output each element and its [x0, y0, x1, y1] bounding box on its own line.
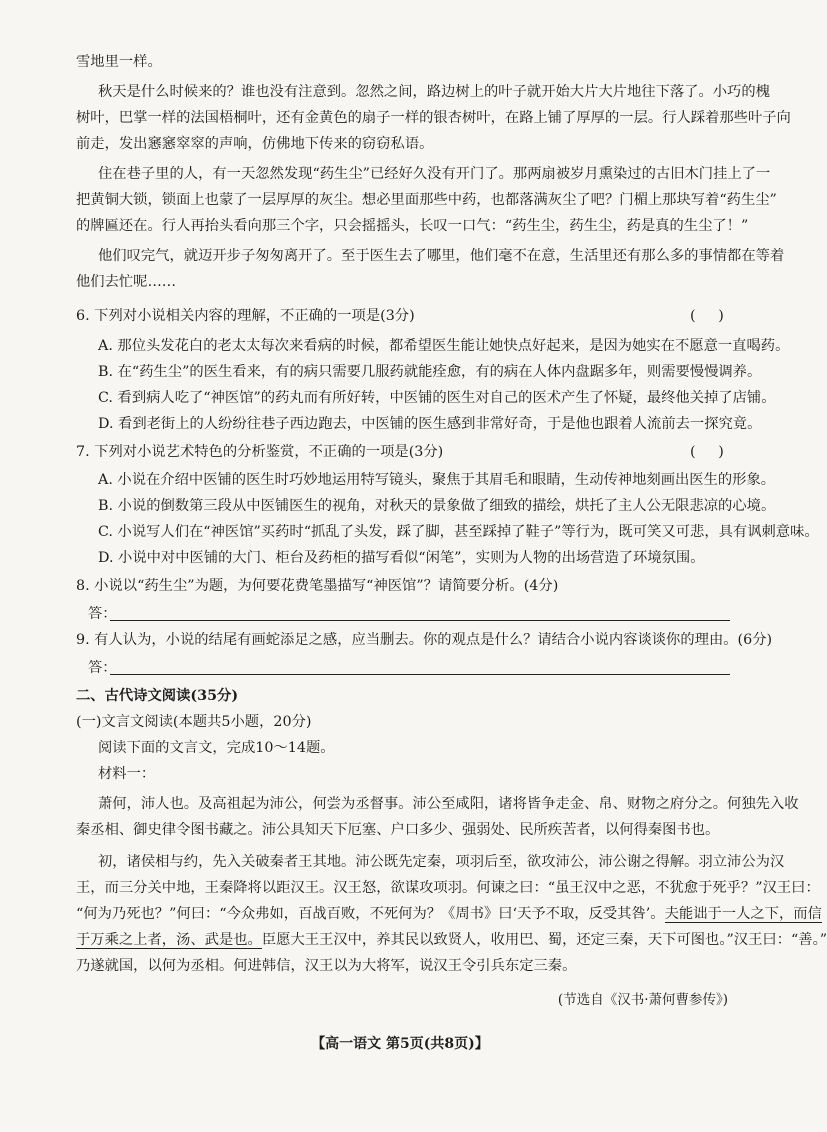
passage-p2-line-4 [76, 930, 827, 950]
underlined-sentence-part-1: 夫能诎于一人之下，而信 [664, 906, 822, 922]
story-line-8: 他们叹完气，就迈开步子匆匆离开了。至于医生去了哪里，他们毫不在意，生活里还有那么多的事情都在等着 [98, 248, 785, 264]
question-8-answer-line[interactable] [110, 620, 730, 621]
passage-p2-line-3 [76, 904, 822, 924]
question-9-answer-line[interactable] [110, 674, 730, 675]
passage-p1-line-2: 秦丞相、御史律令图书藏之。沛公具知天下厄塞、户口多少、强弱处、民所疾苦者，以何得秦图书也。 [76, 822, 720, 838]
material-1-label: 材料一： [98, 766, 156, 782]
section-2-subtitle: (一)文言文阅读(本题共5小题，20分) [76, 714, 312, 730]
question-6-option-a: A. 那位头发花白的老太太每次来看病的时候，都希望医生能让她快点好起来，是因为她实在不愿意一直喝药。 [98, 338, 790, 354]
passage-source: (节选自《汉书·萧何曹参传》) [557, 992, 728, 1008]
underlined-sentence-part-2: 于万乘之上者，汤、武是也。 [76, 932, 262, 948]
question-7-option-a: A. 小说在介绍中医铺的医生时巧妙地运用特写镜头，聚焦于其眉毛和眼睛，生动传神地刻画出医生的形象。 [98, 472, 776, 488]
question-9-stem: 9. 有人认为，小说的结尾有画蛇添足之感，应当删去。你的观点是什么？请结合小说内容谈谈你的理由。(6分) [76, 632, 773, 648]
story-line-3: 树叶，巴掌一样的法国梧桐叶，还有金黄色的扇子一样的银杏树叶，在路上铺了厚厚的一层。行人踩着那些叶子向 [76, 110, 791, 126]
section-2-title: 二、古代诗文阅读(35分) [76, 688, 239, 704]
question-7-stem: 7. 下列对小说艺术特色的分析鉴赏，不正确的一项是(3分) [76, 444, 444, 460]
passage-p1-line-1: 萧何，沛人也。及高祖起为沛公，何尝为丞督事。沛公至咸阳，诸将皆争走金、帛、财物之府分之。何独先入收 [98, 796, 799, 812]
question-7-option-c: C. 小说写人们在“神医馆”买药时“抓乱了头发，踩了脚，甚至踩掉了鞋子”等行为，既可笑又可悲，具有讽刺意味。 [98, 524, 819, 540]
story-line-7: 的牌匾还在。行人再抬头看向那三个字，只会摇摇头，长叹一口气：“药生尘，药生尘，药是真的生尘了！” [76, 218, 749, 234]
question-8-stem: 8. 小说以“药生尘”为题，为何要花费笔墨描写“神医馆”？请简要分析。(4分) [76, 578, 559, 594]
passage-p2-line-5: 乃遂就国，以何为丞相。何进韩信，汉王以为大将军，说汉王令引兵东定三秦。 [76, 958, 577, 974]
section-2-instruction: 阅读下面的文言文，完成10～14题。 [98, 740, 335, 756]
question-7-answer-paren[interactable]: ( ) [690, 444, 724, 460]
question-6-stem: 6. 下列对小说相关内容的理解，不正确的一项是(3分) [76, 308, 415, 324]
question-6-option-b: B. 在“药生尘”的医生看来，有的病只需要几服药就能痊愈，有的病在人体内盘踞多年，则需要慢慢调养。 [98, 364, 762, 380]
page-footer: 【高一语文 第5页(共8页)】 [311, 1036, 489, 1052]
passage-p2-line-2: 王，而三分关中地，王秦降将以距汉王。汉王怒，欲谋攻项羽。何谏之曰：“虽王汉中之恶，不犹愈于死乎？”汉王曰： [76, 880, 820, 896]
passage-p2-line-1: 初，诸侯相与约，先入关破秦者王其地。沛公既先定秦，项羽后至，欲攻沛公，沛公谢之得解。羽立沛公为汉 [98, 854, 785, 870]
story-line-5: 住在巷子里的人，有一天忽然发现“药生尘”已经好久没有开门了。那两扇被岁月熏染过的古旧木门挂上了一 [98, 166, 771, 182]
passage-p2-line-3-plain: “何为乃死也？”何曰：“今众弗如，百战百败，不死何为？《周书》曰‘天予不取，反受其咎’。 [76, 906, 665, 922]
story-line-2: 秋天是什么时候来的？谁也没有注意到。忽然之间，路边树上的叶子就开始大片大片地往下落了。小巧的槐 [98, 84, 770, 100]
question-7-option-b: B. 小说的倒数第三段从中医铺医生的视角，对秋天的景象做了细致的描绘，烘托了主人公无限悲凉的心境。 [98, 498, 776, 514]
story-line-9: 他们去忙呢…… [76, 274, 177, 290]
question-6-option-d: D. 看到老街上的人纷纷往巷子西边跑去，中医铺的医生感到非常好奇，于是他也跟着人流前去一探究竟。 [98, 416, 762, 432]
story-line-1: 雪地里一样。 [76, 54, 162, 70]
passage-p2-line-4-plain: 臣愿大王王汉中，养其民以致贤人，收用巴、蜀，还定三秦，天下可图也。”汉王曰：“善。” [261, 932, 827, 948]
story-line-4: 前走，发出窸窸窣窣的声响，仿佛地下传来的窃窃私语。 [76, 136, 434, 152]
question-6-answer-paren[interactable]: ( ) [690, 308, 724, 324]
story-line-6: 把黄铜大锁，锁面上也蒙了一层厚厚的灰尘。想必里面那些中药，也都落满灰尘了吧？门楣上那块写着“药生尘” [76, 192, 777, 208]
question-8-answer-label: 答： [88, 606, 117, 622]
question-7-option-d: D. 小说中对中医铺的大门、柜台及药柜的描写看似“闲笔”，实则为人物的出场营造了环境氛围。 [98, 550, 705, 566]
question-6-option-c: C. 看到病人吃了“神医馆”的药丸而有所好转，中医铺的医生对自己的医术产生了怀疑，最终他关掉了店铺。 [98, 390, 776, 406]
question-9-answer-label: 答： [88, 660, 117, 676]
